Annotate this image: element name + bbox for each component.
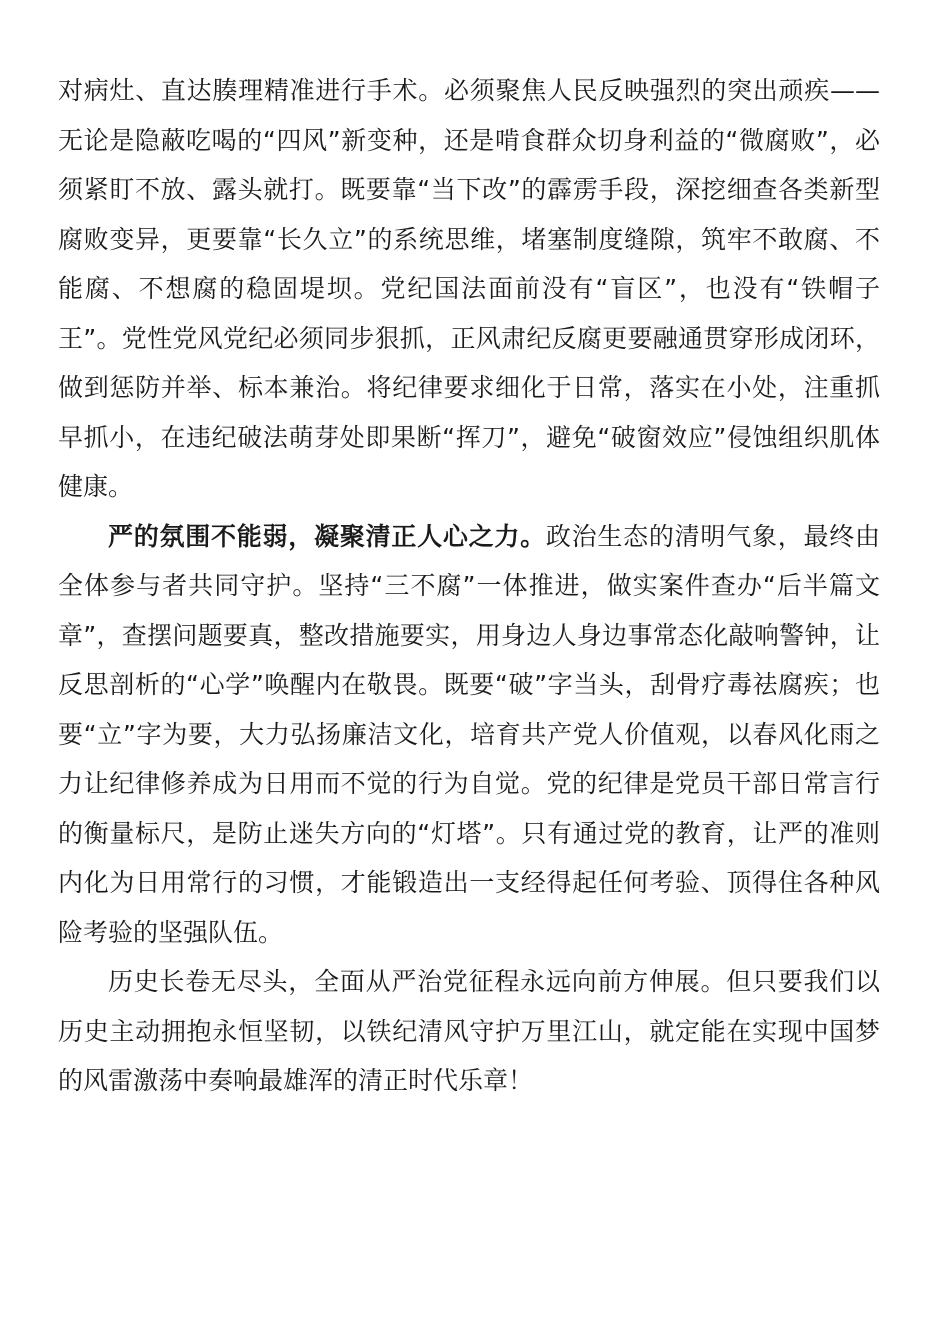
paragraph-body: 对病灶、直达腠理精准进行手术。必须聚焦人民反映强烈的突出顽疾——无论是隐蔽吃喝的“四风”新变种，还是啃食群众切身利益的“微腐败”，必须紧盯不放、露头就打。既要靠“当下改”的霹雳手段，深挖细查各类新型腐败变异，更要靠“长久立”的系统思维，堵塞制度缝隙，筑牢不敢腐、不能腐、不想腐的稳固堤坝。党纪国法面前没有“盲区”，也没有“铁帽子王”。党性党风党纪必须同步狠抓，正风肃纪反腐更要融通贯穿形成闭环，做到惩防并举、标本兼治。将纪律要求细化于日常，落实在小处，注重抓早抓小，在违纪破法萌芽处即果断“挥刀”，避免“破窗效应”侵蚀组织肌体健康。: [58, 76, 880, 501]
article-body: [58, 66, 880, 1106]
paragraph-lead-heading: 严的氛围不能弱，凝聚清正人心之力。: [108, 521, 546, 551]
paragraph-continuation: [58, 66, 880, 512]
paragraph-body: 历史长卷无尽头，全面从严治党征程永远向前方伸展。但只要我们以历史主动拥抱永恒坚韧，以铁纪清风守护万里江山，就定能在实现中国梦的风雷激荡中奏响最雄浑的清正时代乐章！: [58, 967, 880, 1095]
paragraph-conclusion: [58, 957, 880, 1106]
paragraph-strict-atmosphere: [58, 512, 880, 958]
paragraph-body: 政治生态的清明气象，最终由全体参与者共同守护。坚持“三不腐”一体推进，做实案件查办“后半篇文章”，查摆问题要真，整改措施要实，用身边人身边事常态化敲响警钟，让反思剖析的“心学”唤醒内在敬畏。既要“破”字当头，刮骨疗毒祛腐疾；也要“立”字为要，大力弘扬廉洁文化，培育共产党人价值观，以春风化雨之力让纪律修养成为日用而不觉的行为自觉。党的纪律是党员干部日常言行的衡量标尺，是防止迷失方向的“灯塔”。只有通过党的教育，让严的准则内化为日用常行的习惯，才能锻造出一支经得起任何考验、顶得住各种风险考验的坚强队伍。: [58, 521, 880, 947]
